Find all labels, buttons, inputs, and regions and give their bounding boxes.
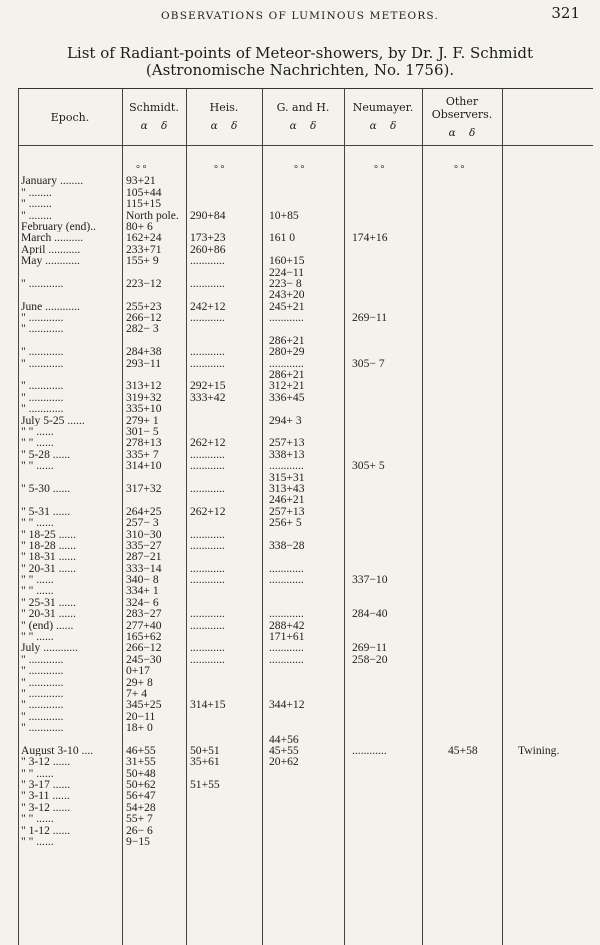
epoch-cell: " " ...... [21,767,54,780]
gh-cell: 313+43 [269,481,305,495]
heis-cell: ............ [190,345,225,359]
schmidt-cell: 233+71 [126,242,162,256]
gh-cell: 171+61 [269,630,305,644]
table-row [18,608,593,619]
schmidt-cell: 278+13 [126,436,162,450]
epoch-cell: March .......... [21,232,84,244]
schmidt-cell: 115+15 [126,197,162,211]
heis-cell: ............ [190,527,225,541]
table-row [18,403,593,414]
title-line-2: (Astronomische Nachrichten, No. 1756). [145,61,455,79]
epoch-cell: " 3-12 ...... [21,801,71,814]
heis-cell: ............ [190,573,225,587]
schmidt-cell: 313+12 [126,379,162,393]
neumayer-cell: 284−40 [352,607,388,621]
heis-cell: ............ [190,618,225,632]
table-row [18,483,593,494]
gh-cell: ............ [269,641,304,655]
table-row [18,369,593,380]
neumayer-cell: 337−10 [352,573,388,587]
table-row [18,323,593,334]
header-gh-label: G. and H. [276,101,330,114]
heis-cell: 314+15 [190,698,226,712]
header-other-sub: α δ [448,126,476,139]
gh-cell: 338+13 [269,447,305,461]
table-row [18,790,593,801]
table-row [18,745,593,756]
epoch-cell: " " ...... [21,574,54,586]
schmidt-cell: 266−12 [126,641,162,655]
schmidt-cell: 279+ 1 [126,413,159,427]
schmidt-cell: 50+48 [126,766,156,780]
table-row [18,255,593,266]
header-neumayer [344,89,422,145]
other-cell: 45+58 [448,743,478,757]
heis-cell: 242+12 [190,299,226,313]
schmidt-cell: 340− 8 [126,573,159,587]
epoch-cell: " (end) ...... [21,619,74,632]
table-row [18,198,593,209]
table-row [18,175,593,186]
epoch-cell: " 18-31 ...... [21,551,76,563]
schmidt-cell: 319+32 [126,390,162,404]
table-row [18,825,593,836]
heis-cell: 50+51 [190,743,220,757]
neumayer-cell: 269−11 [352,641,388,655]
title-line-1: List of Radiant-points of Meteor-showers, by Dr. J. F. Schmidt [66,44,534,62]
schmidt-cell: 26− 6 [126,823,153,837]
neumayer-cell: ............ [352,743,387,757]
schmidt-cell: 255+23 [126,299,162,313]
neumayer-cell: 269−11 [352,311,388,325]
epoch-cell: " " ...... [21,585,54,597]
table-row [18,574,593,585]
schmidt-cell: 293−11 [126,356,162,370]
gh-cell: 344+12 [269,698,305,712]
schmidt-cell: 46+55 [126,743,156,757]
heis-cell: 51+55 [190,778,220,792]
heis-cell: 35+61 [190,755,220,769]
table-row [18,232,593,243]
schmidt-cell: 266−12 [126,311,162,325]
schmidt-cell: 335−27 [126,538,162,552]
epoch-cell: " " ...... [21,836,54,848]
heis-cell: ............ [190,311,225,325]
heis-cell: ............ [190,254,225,268]
gh-cell: 280+29 [269,345,305,359]
epoch-cell: " 5-28 ...... [21,448,71,461]
schmidt-cell: 333−14 [126,561,162,575]
table-row [18,517,593,528]
schmidt-cell: 31+55 [126,755,156,769]
header-neumayer-label: Neumayer. [352,101,414,114]
table-row [18,688,593,699]
header-epoch [18,89,122,145]
gh-cell: 44+56 [269,732,299,746]
header-heis-sub: α δ [210,120,238,132]
schmidt-cell: 277+40 [126,618,162,632]
table-row [18,380,593,391]
heis-cell: ............ [190,607,225,621]
table-row [18,677,593,688]
epoch-cell: " ............ [21,277,64,290]
table-row [18,335,593,346]
epoch-cell: " ............ [21,699,64,711]
gh-cell: 288+42 [269,618,305,632]
epoch-cell: " " ...... [21,813,54,825]
degree-marks: ° ° [454,164,465,175]
gh-cell: 257+13 [269,504,305,518]
gh-cell: 224−11 [269,265,305,279]
epoch-cell: " 1-12 ...... [21,824,71,837]
table-row [18,631,593,642]
gh-cell: 160+15 [269,254,305,268]
neumayer-cell: 258−20 [352,652,388,666]
epoch-cell: " ............ [21,710,64,723]
schmidt-cell: 54+28 [126,800,156,814]
epoch-cell: " 18-28 ...... [21,539,76,552]
table-row [18,278,593,289]
schmidt-cell: 345+25 [126,698,162,712]
table-row [18,437,593,448]
table-row [18,358,593,369]
table-row [18,289,593,300]
header-other [422,89,502,145]
epoch-cell: February (end).. [21,220,97,233]
heis-cell: ............ [190,276,225,290]
heis-cell: ............ [190,538,225,552]
heis-cell: ............ [190,356,225,370]
schmidt-cell: 257− 3 [126,516,159,530]
epoch-cell: " ........ [21,209,52,221]
gh-cell: 338−28 [269,538,305,552]
epoch-cell: " ............ [21,722,64,734]
table-row [18,813,593,824]
header-neumayer-sub: α δ [369,120,397,132]
epoch-cell: " ............ [21,357,64,370]
epoch-cell: " ........ [21,198,52,210]
table-row [18,563,593,574]
gh-cell: 246+21 [269,493,305,507]
epoch-cell: July ............ [21,642,79,654]
gh-cell: ............ [269,652,304,666]
epoch-cell: " " ...... [21,517,54,529]
degree-marks: ° ° [136,164,147,175]
gh-cell: 10+85 [269,208,299,222]
table-row [18,267,593,278]
table-row [18,529,593,540]
running-head: OBSERVATIONS OF LUMINOUS METEORS. [161,10,439,22]
schmidt-cell: North pole. [126,208,179,222]
epoch-cell: " 18-25 ...... [21,528,76,540]
epoch-cell: July 5-25 ...... [21,414,85,426]
epoch-cell: June ............ [21,300,80,313]
gh-cell: ............ [269,459,304,473]
table-row [18,540,593,551]
table-row [18,665,593,676]
table-row [18,346,593,357]
epoch-cell: " ............ [21,687,64,700]
degree-marks: ° ° [294,164,305,175]
schmidt-cell: 9−15 [126,835,150,849]
epoch-cell: " " ...... [21,437,54,449]
header-gh [262,89,344,145]
heis-cell: 262+12 [190,504,226,518]
schmidt-cell: 56+47 [126,789,156,803]
header-schmidt-sub: α δ [140,120,168,132]
schmidt-cell: 324− 6 [126,595,159,609]
schmidt-cell: 155+ 9 [126,254,159,268]
gh-cell: 45+55 [269,743,299,757]
table-row [18,642,593,653]
gh-cell: 256+ 5 [269,516,302,530]
schmidt-cell: 105+44 [126,185,162,199]
epoch-cell: " ............ [21,653,64,666]
schmidt-cell: 283−27 [126,607,162,621]
gh-cell: 312+21 [269,379,305,393]
schmidt-cell: 20−11 [126,709,156,723]
epoch-cell: May ............ [21,255,80,267]
table-row [18,768,593,779]
epoch-cell: " " ...... [21,425,54,438]
gh-cell: 245+21 [269,299,305,313]
gh-cell: 257+13 [269,436,305,450]
table-title [0,45,600,79]
table-row [18,244,593,255]
epoch-cell: January ........ [21,175,84,187]
table-row [18,426,593,437]
heis-cell: 292+15 [190,379,226,393]
schmidt-cell: 7+ 4 [126,686,148,700]
table-row [18,734,593,745]
epoch-cell: " ............ [21,346,64,358]
heis-cell: 262+12 [190,436,226,450]
epoch-cell: " ............ [21,312,64,324]
schmidt-cell: 29+ 8 [126,675,153,689]
neumayer-cell: 174+16 [352,231,388,245]
table-body [18,164,593,847]
schmidt-cell: 310−30 [126,527,162,541]
header-heis [186,89,262,145]
epoch-cell: " 5-30 ...... [21,482,71,495]
table-row [18,722,593,733]
table-row [18,620,593,631]
epoch-cell: " ............ [21,676,64,688]
table-row [18,802,593,813]
epoch-cell: " ............ [21,403,64,415]
schmidt-cell: 223−12 [126,276,162,290]
schmidt-cell: 80+ 6 [126,219,153,233]
epoch-cell: August 3-10 .... [21,744,94,757]
table-row [18,449,593,460]
heis-cell: ............ [190,459,225,473]
table-row [18,585,593,596]
epoch-cell: " ............ [21,323,64,335]
gh-cell: ............ [269,607,304,621]
table-row [18,699,593,710]
heis-cell: ............ [190,561,225,575]
header-epoch-label: Epoch. [50,110,90,124]
epoch-cell: April ........... [21,243,81,256]
schmidt-cell: 18+ 0 [126,721,153,735]
heis-cell: 290+84 [190,208,226,222]
neumayer-cell: 305− 7 [352,356,385,370]
gh-cell: ............ [269,573,304,587]
table-row [18,506,593,517]
gh-cell: 243+20 [269,288,305,302]
heis-cell: 173+23 [190,231,226,245]
gh-cell: 315+31 [269,470,305,484]
degree-marks: ° ° [374,164,385,175]
gh-cell: ............ [269,561,304,575]
schmidt-cell: 162+24 [126,231,162,245]
schmidt-cell: 165+62 [126,630,162,644]
table-row [18,221,593,232]
gh-cell: 20+62 [269,755,299,769]
heis-cell: ............ [190,481,225,495]
schmidt-cell: 55+ 7 [126,812,153,826]
table-row [18,756,593,767]
heis-cell: 333+42 [190,390,226,404]
gh-cell: 294+ 3 [269,413,302,427]
table-row [18,415,593,426]
gh-cell: 161 0 [269,231,296,245]
header-gh-sub: α δ [289,120,317,132]
epoch-cell: " ............ [21,391,64,404]
table-row [18,472,593,483]
table-row [18,301,593,312]
table-row [18,460,593,471]
radiant-table [18,88,593,945]
heis-cell: ............ [190,652,225,666]
table-row [18,494,593,505]
schmidt-cell: 264+25 [126,504,162,518]
table-row [18,210,593,221]
schmidt-cell: 50+62 [126,778,156,792]
epoch-cell: " ............ [21,380,64,392]
heis-cell: ............ [190,641,225,655]
degree-row [18,164,593,175]
epoch-cell: " 25-31 ...... [21,596,76,609]
schmidt-cell: 335+ 7 [126,447,159,461]
epoch-cell: " 3-17 ...... [21,779,71,791]
schmidt-cell: 245−30 [126,652,162,666]
header-rule [18,145,593,146]
schmidt-cell: 282− 3 [126,322,159,336]
schmidt-cell: 334+ 1 [126,584,159,598]
schmidt-cell: 0+17 [126,664,150,678]
gh-cell: 286+21 [269,333,305,347]
schmidt-cell: 93+21 [126,174,156,188]
header-schmidt [122,89,186,145]
degree-marks: ° ° [214,164,225,175]
schmidt-cell: 317+32 [126,481,162,495]
heis-cell: 260+86 [190,242,226,256]
epoch-cell: " " ...... [21,631,54,643]
table-row [18,312,593,323]
table-row [18,551,593,562]
gh-cell: ............ [269,311,304,325]
gh-cell: 336+45 [269,390,305,404]
epoch-cell: " 3-12 ...... [21,756,71,768]
table-row [18,597,593,608]
table-row [18,779,593,790]
header-other-label: Other Observers. [431,94,493,121]
table-row [18,711,593,722]
header-heis-label: Heis. [209,101,239,114]
epoch-cell: " 3-11 ...... [21,790,70,802]
epoch-cell: " ............ [21,665,64,677]
table-row [18,187,593,198]
header-schmidt-label: Schmidt. [129,101,179,114]
heis-cell: ............ [190,447,225,461]
table-row [18,654,593,665]
schmidt-cell: 335+10 [126,402,162,416]
epoch-cell: " ........ [21,186,52,199]
table-row [18,392,593,403]
schmidt-cell: 314+10 [126,459,162,473]
note-cell: Twining. [518,743,560,757]
schmidt-cell: 284+38 [126,345,162,359]
epoch-cell: " 20-31 ...... [21,562,76,575]
epoch-cell: " " ...... [21,460,54,472]
gh-cell: ............ [269,356,304,370]
epoch-cell: " 20-31 ...... [21,608,76,620]
gh-cell: 223− 8 [269,276,302,290]
page-number: 321 [551,4,580,22]
epoch-cell: " 5-31 ...... [21,505,71,518]
schmidt-cell: 301− 5 [126,424,159,438]
gh-cell: 286+21 [269,368,305,382]
neumayer-cell: 305+ 5 [352,459,385,473]
schmidt-cell: 287−21 [126,550,162,564]
table-row [18,836,593,847]
